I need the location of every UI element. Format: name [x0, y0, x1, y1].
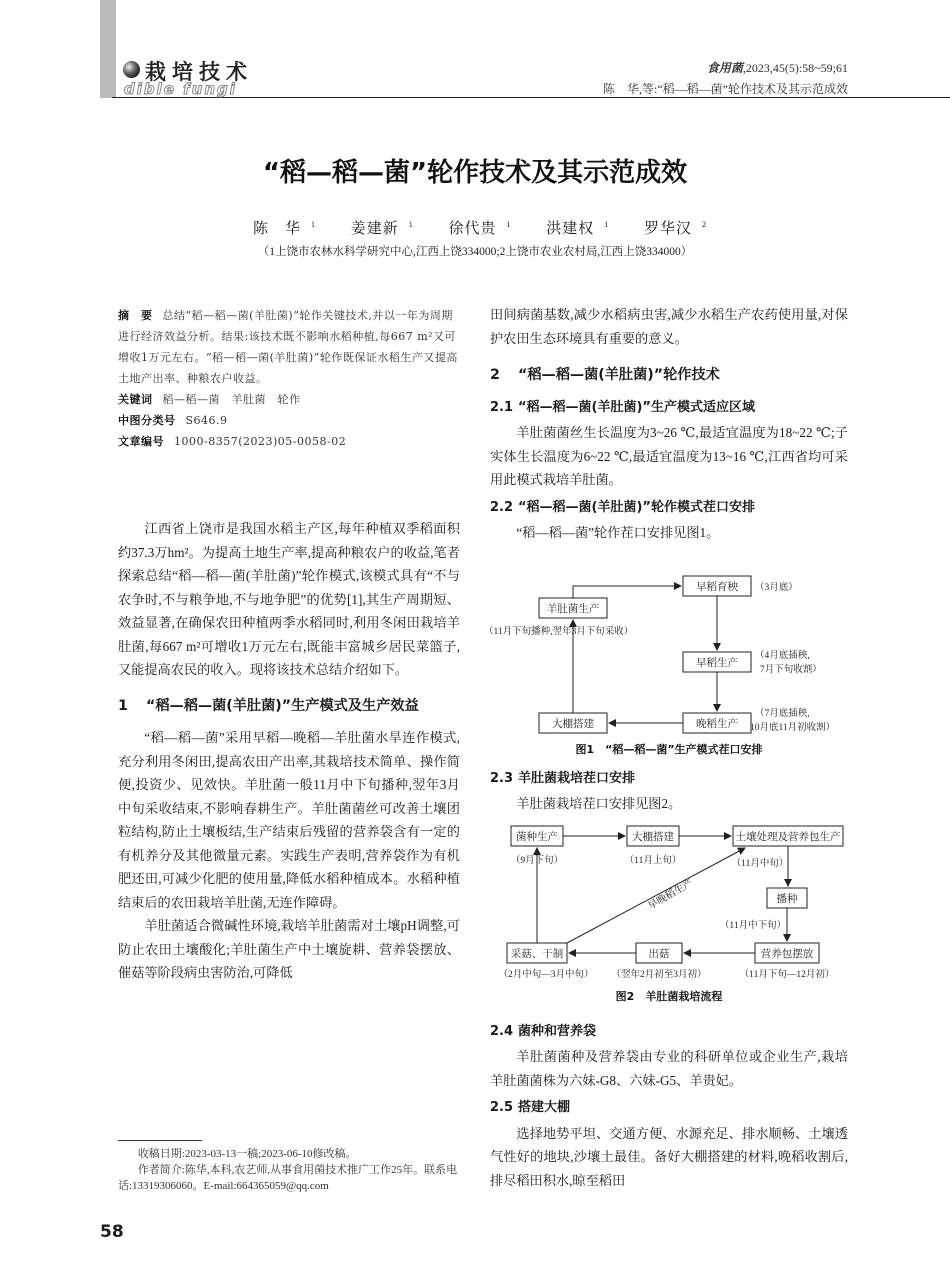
svg-text:大棚搭建: 大棚搭建 [552, 719, 594, 730]
section-label: 栽培技术 [145, 60, 253, 84]
svg-text:（翌年2月初至3月初）: （翌年2月初至3月初） [611, 970, 707, 980]
figure-2-diagram [490, 820, 860, 988]
figure-2-caption: 图2 羊肚菌栽培流程 [615, 990, 723, 1003]
svg-text:播种: 播种 [776, 894, 798, 905]
clc-row [118, 410, 458, 431]
svg-text:（7月底插秧,: （7月底插秧, [755, 709, 810, 719]
abstract-body [118, 305, 458, 389]
article-no-label: 文章编号 [118, 435, 164, 448]
footnote [118, 1146, 460, 1194]
author-list [0, 217, 950, 238]
header-rule [112, 97, 950, 98]
article-no-row [118, 431, 458, 452]
box-label: 羊肚菌生产 [546, 604, 600, 615]
subsection-heading-2-4: 2.4 菌种和营养袋 [490, 1023, 597, 1039]
section-heading-1: 1 “稻—稻—菌(羊肚菌)”生产模式及生产效益 [118, 697, 419, 714]
left-column [118, 517, 460, 985]
svg-text:（2月中旬—3月中旬）: （2月中旬—3月中旬） [498, 970, 594, 980]
globe-icon [123, 61, 140, 78]
svg-text:（11月下旬—12月初）: （11月下旬—12月初） [739, 970, 835, 980]
clc-number: S646.9 [185, 414, 228, 427]
author: 罗华汉 $^2$ [644, 220, 708, 237]
figure-1-caption: 图1 “稻—稻—菌”生产模式茬口安排 [575, 743, 763, 756]
note-morel: （11月下旬播种,翌年3月下旬采收） [484, 627, 634, 637]
journal-citation [707, 59, 848, 76]
figure-1-diagram [480, 570, 860, 770]
journal-ref: ,2023,45(5):58~59;61 [742, 61, 848, 75]
svg-text:（4月底插秧,: （4月底插秧, [755, 651, 810, 661]
keywords: 稻—稻—菌 羊肚菌 轮作 [162, 393, 301, 406]
subsection-heading-2-1: 2.1 “稻—稻—菌(羊肚菌)”生产模式适应区域 [490, 399, 755, 415]
intro-paragraph: 江西省上饶市是我国水稻主产区,每年种植双季稻面积约37.3万hm²。为提高土地生产率,提高种粮农户的收益,笔者探索总结“稻—稻—菌(羊肚菌)”轮作模式,该模式具有“不与农争时,不与粮争地,不与地争肥”的优势[1],其生产周期短、效益显著,在确保农田种植两季水稻同时,利用冬闲田栽培羊肚菌,每667 m²可增收1万元左右,既能丰富城乡居民菜篮子,又能提高农民的收入。现将该技术总结介绍如下。 [118, 521, 460, 677]
author: 徐代贵 $^1$ [448, 220, 512, 237]
received-date: 收稿日期:2023-03-13一稿;2023-06-10修改稿。 [137, 1148, 357, 1160]
abstract-label: 摘 要 [118, 309, 153, 322]
svg-text:土壤处理及营养包生产: 土壤处理及营养包生产 [735, 832, 841, 843]
subsection-2-1-text: 羊肚菌菌丝生长温度为3~26 ℃,最适宜温度为18~22 ℃;子实体生长温度为6~22 ℃,最适宜温度为13~16 ℃,江西省均可采用此模式栽培羊肚菌。 [490, 425, 848, 487]
svg-text:早稻育秧: 早稻育秧 [696, 582, 738, 593]
svg-text:7月下旬收割）: 7月下旬收割） [760, 665, 822, 675]
keywords-row [118, 389, 458, 410]
running-head: 陈 华,等:“稻—稻—菌”轮作技术及其示范成效 [603, 82, 848, 96]
section-1-paragraph: “稻—稻—菌”采用早稻—晚稻—羊肚菌水旱连作模式,充分利用冬闲田,提高农田产出率,其栽培技术简单、操作简便,投资少、见效快。羊肚菌一般11月中下旬播种,翌年3月中旬采收结束,不影响春耕生产。羊肚菌菌丝可改善土壤团粒结构,防止土壤板结,生产结束后残留的营养袋含有一定的有机养分及其他微量元素。实践生产表明,营养袋作为有机肥还田,可减少化肥的使用量,降低水稻种植成本。水稻种植结束后的农田栽培羊肚菌,无连作障碍。 [118, 730, 460, 910]
subsection-2-5-text: 选择地势平坦、交通方便、水源充足、排水顺畅、土壤透气性好的地块,沙壤土最佳。备好大棚搭建的材料,晚稻收割后,排尽稻田积水,晾至稻田 [490, 1125, 848, 1188]
subsection-heading-2-3: 2.3 羊肚菌栽培茬口安排 [490, 770, 636, 786]
svg-text:（11月中旬）: （11月中旬） [731, 859, 789, 869]
continued-paragraph: 田间病菌基数,减少水稻病虫害,减少水稻生产农药使用量,对保护农田生态环境具有重要的意义。 [490, 307, 848, 346]
arrow-morel-to-seedling [573, 586, 681, 598]
subsection-2-2-text: “稻—稻—菌”轮作茬口安排见图1。 [516, 525, 720, 540]
article-number: 1000-8357(2023)05-0058-02 [174, 435, 347, 448]
diagonal-label: 早晚稻生产 [646, 877, 696, 913]
header-gray-bar [100, 0, 116, 98]
footnote-rule [118, 1140, 202, 1141]
svg-text:菌种生产: 菌种生产 [516, 832, 558, 843]
subsection-heading-2-5: 2.5 搭建大棚 [490, 1100, 571, 1115]
svg-text:营养包摆放: 营养包摆放 [760, 949, 814, 960]
journal-logo: 食用菌 [706, 61, 743, 75]
svg-text:出菇: 出菇 [648, 949, 670, 960]
section-1-paragraph: 羊肚菌适合微碱性环境,栽培羊肚菌需对土壤pH调整,可防止农田土壤酸化;羊肚菌生产中土壤旋耕、营养袋摆放、催菇等阶段病虫害防治,可降低 [118, 918, 460, 980]
section-subtitle: dible fungi [124, 80, 237, 98]
author: 陈 华 $^1$ [252, 220, 316, 237]
subsection-2-3-text: 羊肚菌栽培茬口安排见图2。 [516, 796, 682, 811]
svg-text:10月底11月初收割）: 10月底11月初收割） [750, 723, 836, 733]
svg-text:采菇、干制: 采菇、干制 [510, 949, 564, 960]
subsection-2-4-text: 羊肚菌菌种及营养袋由专业的科研单位或企业生产,栽培羊肚菌菌株为六妹-G8、六妹-G5、羊贵妃。 [490, 1049, 848, 1088]
article-title: “稻—稻—菌”轮作技术及其示范成效 [262, 158, 688, 188]
svg-text:（11月上旬）: （11月上旬） [624, 856, 682, 866]
svg-text:晚稻生产: 晚稻生产 [696, 719, 738, 730]
author: 洪建权 $^1$ [546, 220, 610, 237]
svg-text:大棚搭建: 大棚搭建 [632, 832, 674, 843]
clc-label: 中图分类号 [118, 414, 176, 427]
page-number: 58 [100, 1222, 124, 1242]
svg-text:（9月下旬）: （9月下旬） [510, 856, 564, 866]
keywords-label: 关键词 [118, 393, 153, 406]
svg-text:（11月中下旬）: （11月中下旬） [719, 921, 787, 931]
author-bio: 作者简介:陈华,本科,农艺师,从事食用菌技术推广工作25年。联系电话:13319306060。E-mail:664365059@qq.com [118, 1164, 458, 1192]
subsection-heading-2-2: 2.2 “稻—稻—菌(羊肚菌)”轮作模式茬口安排 [490, 499, 755, 515]
svg-text:早稻生产: 早稻生产 [696, 658, 738, 669]
svg-text:（3月底）: （3月底） [755, 583, 798, 593]
affiliation: （1上饶市农林水科学研究中心,江西上饶334000;2上饶市农业农村局,江西上饶334000） [257, 246, 693, 258]
author: 姜建新 $^1$ [350, 220, 414, 237]
abstract [118, 305, 458, 452]
abstract-text: 总结“稻—稻—菌(羊肚菌)”轮作关键技术,并以一年为周期进行经济效益分析。结果:该技术既不影响水稻种植,每667 m²又可增收1万元左右。“稻—稻—菌(羊肚菌)”轮作既保证水稻生产又提高土地产出率、种粮农户收益。 [118, 309, 458, 385]
section-heading-2: 2 “稻—稻—菌(羊肚菌)”轮作技术 [490, 367, 720, 383]
